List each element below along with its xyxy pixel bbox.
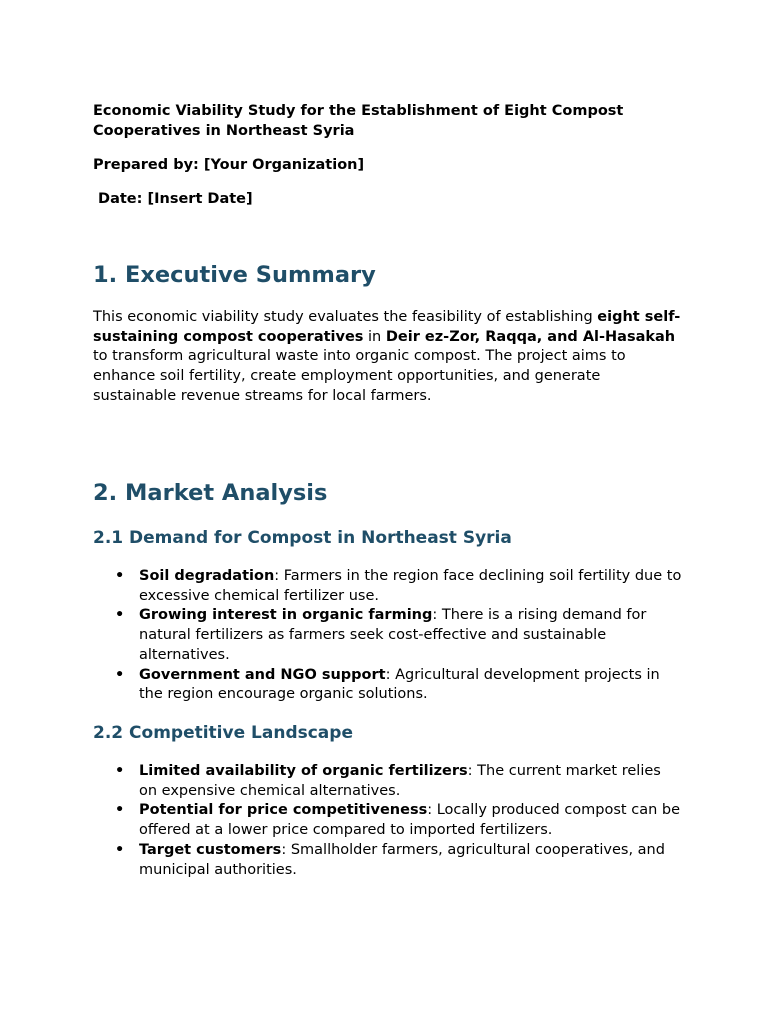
summary-text-3: to transform agricultural waste into organic compost. The project aims to enhance soil fertility, create employment opportunities, and generate sustainable revenue streams for local farmers.: [93, 348, 626, 404]
list-item-bold: Growing interest in organic farming: [139, 607, 433, 624]
competitive-bullet-list: [93, 762, 683, 880]
executive-summary-paragraph: [93, 308, 683, 407]
section-heading-market-analysis: 2. Market Analysis: [93, 480, 328, 506]
summary-bold-regions: Deir ez-Zor, Raqqa, and Al-Hasakah: [385, 328, 676, 345]
list-item-text: : The current market relies on expensive chemical alternatives.: [139, 763, 661, 799]
summary-text-1: This economic viability study evaluates the feasibility of establishing: [93, 309, 598, 325]
bullet-icon: •: [115, 607, 125, 624]
list-item-bold: Government and NGO support: [139, 666, 386, 683]
summary-text-2: in: [363, 328, 386, 345]
list-item-bold: Limited availability of organic fertilizers: [139, 763, 468, 779]
list-item: [93, 841, 683, 880]
list-item-bold: Target customers: [139, 841, 282, 858]
bullet-icon: •: [115, 666, 125, 683]
list-item-text: : Smallholder farmers, agricultural cooperatives, and municipal authorities.: [139, 841, 665, 878]
bullet-icon: •: [115, 841, 125, 858]
list-item: [93, 606, 683, 665]
subsection-heading-competitive: 2.2 Competitive Landscape: [93, 723, 353, 743]
section-heading-executive-summary: 1. Executive Summary: [93, 262, 376, 288]
bullet-icon: •: [115, 568, 125, 584]
list-item: [93, 666, 683, 705]
bullet-icon: •: [115, 763, 125, 779]
list-item-text: : Farmers in the region face declining soil fertility due to excessive chemical fertilizer use.: [139, 568, 682, 604]
list-item: [93, 801, 683, 840]
list-item: [93, 567, 683, 606]
list-item-text: : Agricultural development projects in the region encourage organic solutions.: [139, 666, 660, 703]
list-item-bold: Soil degradation: [139, 568, 275, 584]
document-title: Economic Viability Study for the Establishment of Eight Compost Cooperatives in Northeast Syria: [93, 103, 624, 139]
date-line: Date: [Insert Date]: [93, 191, 253, 207]
demand-bullet-list: [93, 567, 683, 705]
list-item-text: : There is a rising demand for natural fertilizers as farmers seek cost-effective and sustainable alternatives.: [139, 607, 647, 663]
bullet-icon: •: [115, 802, 125, 819]
subsection-heading-demand: 2.1 Demand for Compost in Northeast Syria: [93, 528, 512, 548]
list-item: [93, 762, 683, 801]
summary-bold-cooperatives: eight self-sustaining compost cooperatives: [93, 309, 681, 345]
list-item-text: : Locally produced compost can be offered at a lower price compared to imported fertilizers.: [139, 802, 681, 839]
list-item-bold: Potential for price competitiveness: [139, 802, 428, 819]
prepared-by-line: Prepared by: [Your Organization]: [93, 157, 365, 173]
